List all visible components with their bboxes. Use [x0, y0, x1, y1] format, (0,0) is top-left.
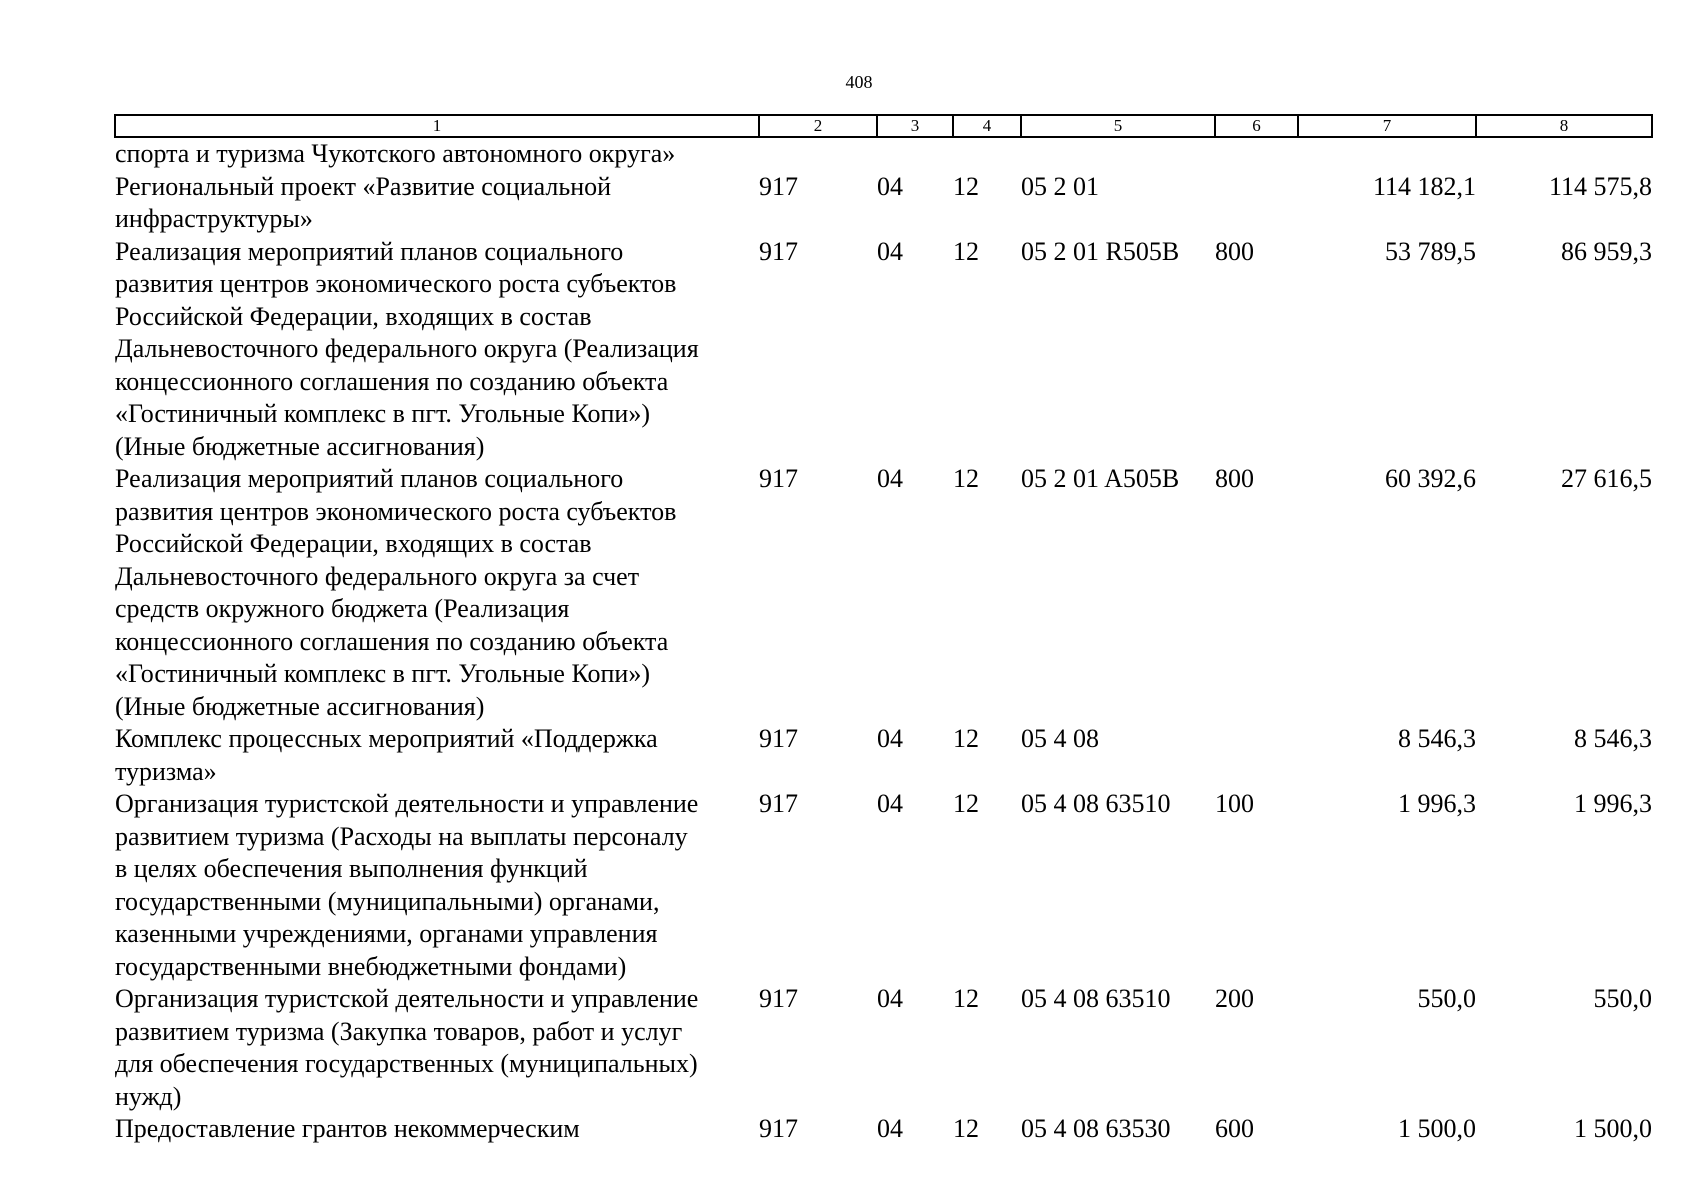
cell-section-code: 04 — [877, 724, 903, 753]
column-header: 6 — [1215, 115, 1298, 137]
cell-amount-year2: 86 959,3 — [1561, 236, 1652, 266]
row-description: Организация туристской деятельности и управление развитием туризма (Закупка товаров, работ и услуг для обеспечения государственных (муниципальных) нужд) — [115, 984, 699, 1111]
table-row — [115, 788, 1652, 983]
cell-amount-year2: 1 996,3 — [1574, 789, 1652, 818]
cell-expense-type: 800 — [1215, 236, 1254, 266]
cell-expense-type: 100 — [1215, 789, 1254, 818]
column-header: 4 — [953, 115, 1021, 137]
row-description: Региональный проект «Развитие социальной инфраструктуры» — [115, 171, 612, 233]
cell-subsection-code — [953, 137, 1021, 171]
cell-gr-code: 917 — [759, 724, 798, 753]
cell-gr-code: 917 — [759, 1114, 798, 1143]
column-header: 3 — [877, 115, 953, 137]
cell-expense-type: 800 — [1215, 464, 1254, 493]
cell-expense-type — [1215, 137, 1298, 171]
cell-amount-year1: 60 392,6 — [1385, 464, 1476, 493]
cell-target-article: 05 2 01 R505B — [1021, 236, 1180, 266]
table-row — [115, 983, 1652, 1113]
cell-target-article: 05 4 08 63510 — [1021, 789, 1171, 818]
cell-amount-year1: 1 996,3 — [1398, 789, 1476, 818]
cell-section-code: 04 — [877, 236, 903, 266]
cell-expense-type — [1215, 723, 1298, 788]
cell-amount-year1: 53 789,5 — [1385, 236, 1476, 266]
cell-amount-year2 — [1476, 137, 1652, 171]
table-row — [115, 137, 1652, 171]
row-description: Комплекс процессных мероприятий «Поддержка туризма» — [115, 724, 658, 786]
cell-amount-year1 — [1298, 137, 1476, 171]
cell-amount-year1: 8 546,3 — [1398, 724, 1476, 753]
cell-subsection-code: 12 — [953, 236, 979, 266]
cell-amount-year1: 550,0 — [1417, 984, 1476, 1013]
cell-amount-year2: 114 575,8 — [1548, 171, 1652, 201]
cell-subsection-code: 12 — [953, 789, 979, 818]
column-header: 1 — [115, 115, 759, 137]
column-number-row — [115, 115, 1652, 137]
cell-section-code — [877, 137, 953, 171]
cell-subsection-code: 12 — [953, 464, 979, 493]
cell-gr-code — [759, 137, 877, 171]
cell-amount-year2: 550,0 — [1593, 984, 1652, 1013]
table-row — [115, 723, 1652, 788]
cell-expense-type: 600 — [1215, 1114, 1254, 1143]
cell-expense-type — [1215, 171, 1298, 236]
table-header — [115, 115, 1652, 137]
cell-target-article: 05 2 01 — [1021, 171, 1099, 201]
cell-target-article: 05 4 08 — [1021, 724, 1099, 753]
cell-target-article: 05 4 08 63530 — [1021, 1114, 1171, 1143]
table-body — [115, 137, 1652, 1146]
cell-gr-code: 917 — [759, 984, 798, 1013]
cell-amount-year2: 8 546,3 — [1574, 724, 1652, 753]
row-description: спорта и туризма Чукотского автономного округа» — [115, 139, 676, 168]
column-header: 8 — [1476, 115, 1652, 137]
cell-subsection-code: 12 — [953, 984, 979, 1013]
table-row — [115, 463, 1652, 723]
cell-amount-year2: 27 616,5 — [1561, 464, 1652, 493]
cell-target-article: 05 4 08 63510 — [1021, 984, 1171, 1013]
cell-section-code: 04 — [877, 171, 903, 201]
row-description: Реализация мероприятий планов социального развития центров экономического роста субъектов Российской Федерации, входящих в состав Дальневосточного федерального округа за счет средств окружного бюджета (Реализация концессионного соглашения по созданию объекта «Гостиничный комплекс в пгт. Угольные Копи») (Иные бюджетные ассигнования) — [115, 464, 677, 721]
cell-target-article — [1021, 137, 1215, 171]
cell-amount-year1: 1 500,0 — [1398, 1114, 1476, 1143]
cell-amount-year2: 1 500,0 — [1574, 1114, 1652, 1143]
row-description: Реализация мероприятий планов социального развития центров экономического роста субъектов Российской Федерации, входящих в состав Дальневосточного федерального округа (Реализация концессионного соглашения по созданию объекта «Гостиничный комплекс в пгт. Угольные Копи») (Иные бюджетные ассигнования) — [115, 236, 699, 461]
row-description: Предоставление грантов некоммерческим — [115, 1114, 580, 1143]
column-header: 2 — [759, 115, 877, 137]
cell-gr-code: 917 — [759, 236, 798, 266]
column-header: 7 — [1298, 115, 1476, 137]
cell-target-article: 05 2 01 A505B — [1021, 464, 1180, 493]
budget-table — [114, 114, 1653, 1146]
cell-gr-code: 917 — [759, 464, 798, 493]
cell-section-code: 04 — [877, 984, 903, 1013]
cell-amount-year1: 114 182,1 — [1372, 171, 1476, 201]
table-row — [115, 171, 1652, 236]
page-number: 408 — [845, 72, 873, 92]
cell-section-code: 04 — [877, 1114, 903, 1143]
cell-section-code: 04 — [877, 789, 903, 818]
cell-expense-type: 200 — [1215, 984, 1254, 1013]
cell-subsection-code: 12 — [953, 171, 979, 201]
table-row — [115, 236, 1652, 464]
row-description: Организация туристской деятельности и управление развитием туризма (Расходы на выплаты персоналу в целях обеспечения выполнения функций государственными (муниципальными) органами, казенными учреждениями, органами управления государственными внебюджетными фондами) — [115, 789, 699, 981]
cell-gr-code: 917 — [759, 789, 798, 818]
cell-gr-code: 917 — [759, 171, 798, 201]
cell-subsection-code: 12 — [953, 1114, 979, 1143]
table-row — [115, 1113, 1652, 1146]
column-header: 5 — [1021, 115, 1215, 137]
cell-section-code: 04 — [877, 464, 903, 493]
cell-subsection-code: 12 — [953, 724, 979, 753]
